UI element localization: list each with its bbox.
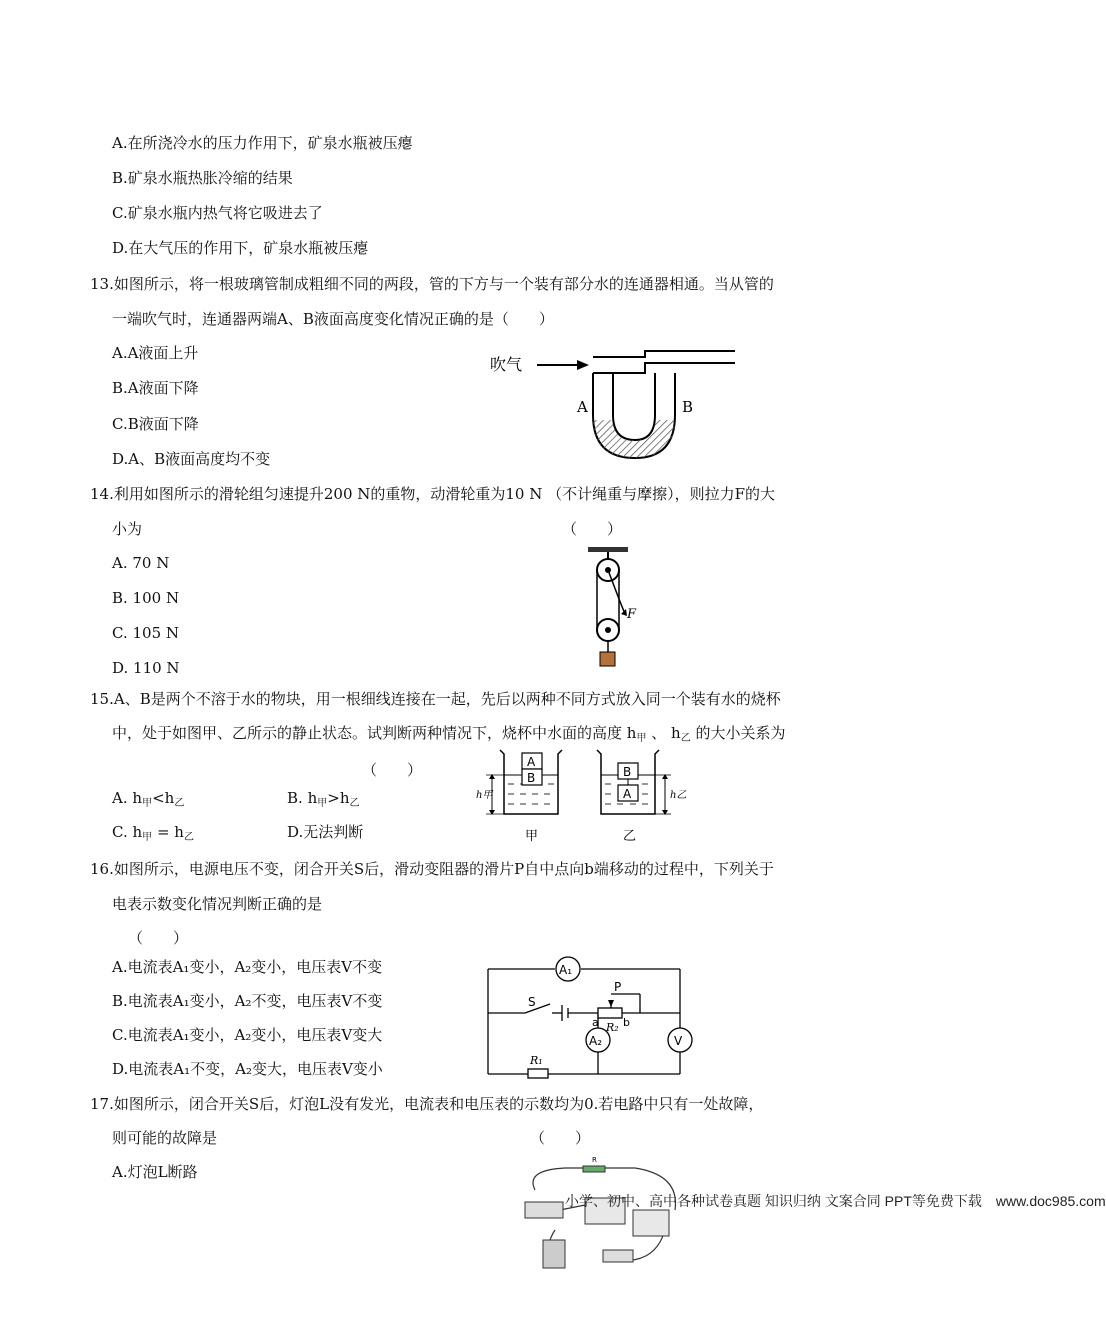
q15-caption-jia: 甲 — [525, 829, 539, 844]
q16-resistor-r1: R₁ — [530, 1054, 543, 1067]
q14-option-a: A. 70 N — [112, 554, 170, 572]
q13-option-a: A.A液面上升 — [112, 344, 199, 362]
q17-label-r: R — [592, 1156, 597, 1164]
q14-stem-line2: 小为 — [112, 520, 143, 538]
q15-yi-block-a: A — [623, 787, 632, 801]
q16-stem-line2: 电表示数变化情况判断正确的是 — [112, 895, 323, 913]
q12-option-a: A.在所浇冷水的压力作用下，矿泉水瓶被压瘪 — [112, 134, 413, 152]
q16-switch-s: S — [528, 995, 536, 1009]
q13-label-a: A — [577, 398, 588, 416]
q17-figure-circuit-photo — [515, 1150, 695, 1280]
q16-option-d: D.电流表A₁不变，A₂变大，电压表V变小 — [112, 1060, 383, 1078]
q15-h-jia-label: h甲 — [476, 790, 493, 801]
q14-force-label: F — [627, 607, 637, 622]
q15-figure-beakers — [470, 744, 700, 849]
q14-option-c: C. 105 N — [112, 624, 180, 642]
q15-option-c: C. $h_甲 = h_乙$ — [112, 823, 194, 843]
q15-option-b: B. $h_甲>h_乙$ — [287, 789, 360, 809]
q13-stem-line2: 一端吹气时，连通器两端A、B液面高度变化情况正确的是（ ） — [112, 310, 554, 328]
q12-option-b: B.矿泉水瓶热胀冷缩的结果 — [112, 169, 293, 187]
q15-option-d: D.无法判断 — [287, 823, 364, 841]
q17-stem-line2: 则可能的故障是 — [112, 1129, 218, 1147]
q16-option-b: B.电流表A₁变小，A₂不变，电压表V不变 — [112, 992, 383, 1010]
page-footer: 小学、初中、高中各种试卷真题 知识归纳 文案合同 PPT等免费下载 www.doc985.com — [565, 1193, 1106, 1209]
q16-slider-p: P — [614, 980, 622, 994]
q14-stem-line1: 14.利用如图所示的滑轮组匀速提升200 N的重物，动滑轮重为10 N （不计绳重与摩擦），则拉力F的大 — [90, 485, 776, 503]
q15-yi-block-b: B — [623, 765, 632, 779]
q13-blow-label: 吹气 — [490, 355, 523, 374]
q15-h-yi-label: h乙 — [670, 790, 687, 801]
q16-voltmeter: V — [674, 1034, 683, 1048]
q17-stem-line1: 17.如图所示，闭合开关S后，灯泡L没有发光，电流表和电压表的示数均为0.若电路中只有一处故障， — [90, 1095, 764, 1113]
q15-jia-block-b: B — [527, 771, 536, 785]
q16-stem-line1: 16.如图所示，电源电压不变，闭合开关S后，滑动变阻器的滑片P自中点向b端移动的过程中，下列关于 — [90, 860, 774, 878]
q13-figure-u-tube — [485, 340, 740, 470]
q17-option-a: A.灯泡L断路 — [112, 1163, 198, 1181]
q13-stem-line1: 13.如图所示，将一根玻璃管制成粗细不同的两段，管的下方与一个装有部分水的连通器相通。当从管的 — [90, 275, 774, 293]
q14-option-b: B. 100 N — [112, 589, 180, 607]
q13-label-b: B — [682, 398, 694, 416]
q15-stem-line2: 中，处于如图甲、乙所示的静止状态。试判断两种情况下，烧杯中水面的高度 $h_甲$ 、 $h_乙$ 的大小关系为 — [112, 724, 786, 744]
q15-answer-bracket: （ ） — [362, 761, 423, 779]
q12-option-c: C.矿泉水瓶内热气将它吸进去了 — [112, 204, 323, 222]
q14-option-d: D. 110 N — [112, 659, 180, 677]
q15-option-a: A. $h_甲<h_乙$ — [112, 789, 185, 809]
q12-option-d: D.在大气压的作用下，矿泉水瓶被压瘪 — [112, 239, 369, 257]
q13-option-c: C.B液面下降 — [112, 415, 199, 433]
q14-answer-bracket: （ ） — [562, 520, 623, 538]
q15-jia-block-a: A — [527, 755, 536, 769]
q13-option-d: D.A、B液面高度均不变 — [112, 450, 271, 468]
q16-ammeter-a2: A₂ — [589, 1034, 603, 1048]
q16-end-a: a — [592, 1016, 599, 1029]
q16-rheostat-r2: R₂ — [606, 1021, 619, 1034]
q13-option-b: B.A液面下降 — [112, 379, 199, 397]
q16-option-a: A.电流表A₁变小，A₂变小，电压表V不变 — [112, 958, 383, 976]
q17-answer-bracket: （ ） — [530, 1129, 591, 1147]
q14-figure-pulley — [583, 544, 643, 674]
q16-ammeter-a1: A₁ — [559, 963, 573, 977]
q16-end-b: b — [623, 1016, 630, 1029]
q16-option-c: C.电流表A₁变小，A₂变小，电压表V变大 — [112, 1026, 383, 1044]
q16-figure-circuit — [480, 952, 690, 1082]
q15-caption-yi: 乙 — [623, 829, 637, 844]
q15-stem-line1: 15.A、B是两个不溶于水的物块，用一根细线连接在一起，先后以两种不同方式放入同一个装有水的烧杯 — [90, 690, 781, 708]
q16-answer-bracket: （ ） — [128, 929, 189, 947]
